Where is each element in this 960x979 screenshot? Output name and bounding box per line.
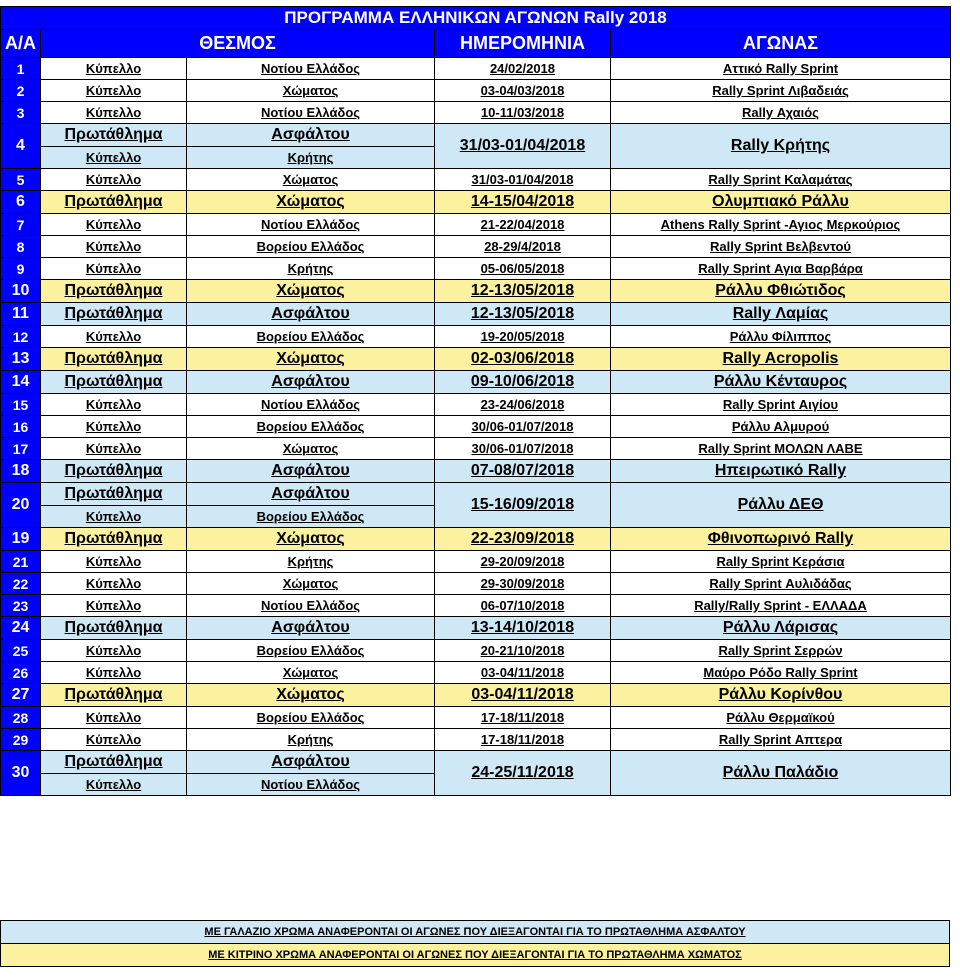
row-type: Κύπελλο <box>41 707 187 729</box>
row-category: Νοτίου Ελλάδος <box>187 58 435 80</box>
row-type: Κύπελλο <box>41 438 187 460</box>
row-date: 31/03-01/04/2018 <box>435 169 611 191</box>
table-row <box>1 438 951 460</box>
row-category: Χώματος <box>187 528 435 551</box>
schedule-table <box>0 6 951 796</box>
row-category: Ασφάλτου <box>187 303 435 326</box>
row-race: Rally Αχαιός <box>611 102 951 124</box>
row-race: Rally Sprint Απτερα <box>611 729 951 751</box>
row-race: Ράλλυ Παλάδιο <box>611 751 951 796</box>
row-number: 23 <box>1 595 41 617</box>
table-row <box>1 80 951 102</box>
row-category: Βορείου Ελλάδος <box>187 236 435 258</box>
row-category: Ασφάλτου <box>187 483 435 506</box>
row-race: Rally Sprint Βελβεντού <box>611 236 951 258</box>
row-type: Κύπελλο <box>41 640 187 662</box>
row-category-secondary: Κρήτης <box>187 147 435 169</box>
row-number: 18 <box>1 460 41 483</box>
row-race: Rally Sprint ΜΟΛΩΝ ΛΑΒΕ <box>611 438 951 460</box>
row-number: 20 <box>1 483 41 528</box>
row-race: Ηπειρωτικό Rally <box>611 460 951 483</box>
row-category-secondary: Νοτίου Ελλάδος <box>187 774 435 796</box>
table-row <box>1 124 951 147</box>
row-race: Rally/Rally Sprint - ΕΛΛΑΔΑ <box>611 595 951 617</box>
row-number: 28 <box>1 707 41 729</box>
row-type: Κύπελλο <box>41 258 187 280</box>
row-category: Χώματος <box>187 438 435 460</box>
row-type: Κύπελλο <box>41 58 187 80</box>
table-row <box>1 169 951 191</box>
color-legend <box>0 920 950 967</box>
row-category: Ασφάλτου <box>187 617 435 640</box>
row-race: Rally Sprint Κεράσια <box>611 551 951 573</box>
table-row <box>1 483 951 506</box>
row-category: Χώματος <box>187 280 435 303</box>
row-number: 14 <box>1 371 41 394</box>
row-type: Πρωτάθλημα <box>41 483 187 506</box>
table-row <box>1 729 951 751</box>
row-race: Rally Sprint Αυλιδάδας <box>611 573 951 595</box>
table-row <box>1 102 951 124</box>
table-row <box>1 528 951 551</box>
row-date: 12-13/05/2018 <box>435 303 611 326</box>
row-date: 15-16/09/2018 <box>435 483 611 528</box>
row-date: 24-25/11/2018 <box>435 751 611 796</box>
row-number: 19 <box>1 528 41 551</box>
row-category: Κρήτης <box>187 551 435 573</box>
row-number: 17 <box>1 438 41 460</box>
row-race: Ράλλυ Κένταυρος <box>611 371 951 394</box>
row-number: 3 <box>1 102 41 124</box>
table-row <box>1 551 951 573</box>
row-date: 06-07/10/2018 <box>435 595 611 617</box>
row-number: 9 <box>1 258 41 280</box>
table-row <box>1 662 951 684</box>
row-race: Ράλλυ Φίλιππος <box>611 326 951 348</box>
row-number: 7 <box>1 214 41 236</box>
row-date: 05-06/05/2018 <box>435 258 611 280</box>
row-number: 26 <box>1 662 41 684</box>
row-type: Κύπελλο <box>41 236 187 258</box>
row-number: 6 <box>1 191 41 214</box>
table-row <box>1 280 951 303</box>
row-date: 09-10/06/2018 <box>435 371 611 394</box>
row-category: Νοτίου Ελλάδος <box>187 102 435 124</box>
row-race: Ράλλυ Φθιώτιδος <box>611 280 951 303</box>
row-category: Κρήτης <box>187 258 435 280</box>
row-category: Χώματος <box>187 169 435 191</box>
row-type: Πρωτάθλημα <box>41 528 187 551</box>
row-date: 10-11/03/2018 <box>435 102 611 124</box>
col-header-aa: Α/Α <box>1 30 41 58</box>
row-race: Rally Sprint Λιβαδειάς <box>611 80 951 102</box>
table-row <box>1 394 951 416</box>
row-type: Πρωτάθλημα <box>41 617 187 640</box>
row-number: 30 <box>1 751 41 796</box>
row-type: Πρωτάθλημα <box>41 191 187 214</box>
row-race: Μαύρο Ρόδο Rally Sprint <box>611 662 951 684</box>
row-category: Χώματος <box>187 80 435 102</box>
row-date: 28-29/4/2018 <box>435 236 611 258</box>
row-date: 17-18/11/2018 <box>435 707 611 729</box>
row-date: 29-20/09/2018 <box>435 551 611 573</box>
row-type: Κύπελλο <box>41 394 187 416</box>
row-number: 29 <box>1 729 41 751</box>
row-date: 02-03/06/2018 <box>435 348 611 371</box>
row-type: Κύπελλο <box>41 729 187 751</box>
row-number: 24 <box>1 617 41 640</box>
table-row <box>1 258 951 280</box>
row-category: Χώματος <box>187 573 435 595</box>
row-type: Κύπελλο <box>41 573 187 595</box>
legend-asphalt: ΜΕ ΓΑΛΑΖΙΟ ΧΡΩΜΑ ΑΝΑΦΕΡΟΝΤΑΙ ΟΙ ΑΓΩΝΕΣ ΠΟΥ ΔΙΕΞΑΓΟΝΤΑΙ ΓΙΑ ΤΟ ΠΡΩΤΑΘΛΗΜΑ ΑΣΦΑΛΤΟΥ <box>1 921 950 944</box>
row-number: 1 <box>1 58 41 80</box>
row-number: 11 <box>1 303 41 326</box>
row-race: Rally Κρήτης <box>611 124 951 169</box>
table-row <box>1 214 951 236</box>
row-race: Ράλλυ ΔΕΘ <box>611 483 951 528</box>
row-type: Κύπελλο <box>41 214 187 236</box>
row-category: Βορείου Ελλάδος <box>187 416 435 438</box>
row-race: Ολυμπιακό Ράλλυ <box>611 191 951 214</box>
row-race: Αττικό Rally Sprint <box>611 58 951 80</box>
row-type: Κύπελλο <box>41 169 187 191</box>
row-number: 8 <box>1 236 41 258</box>
row-number: 10 <box>1 280 41 303</box>
row-category: Νοτίου Ελλάδος <box>187 214 435 236</box>
row-number: 2 <box>1 80 41 102</box>
row-category: Χώματος <box>187 684 435 707</box>
row-race: Rally Sprint Αγια Βαρβάρα <box>611 258 951 280</box>
row-race: Rally Sprint Σερρών <box>611 640 951 662</box>
row-number: 4 <box>1 124 41 169</box>
row-category: Βορείου Ελλάδος <box>187 640 435 662</box>
row-date: 03-04/11/2018 <box>435 684 611 707</box>
col-header-thesmos: ΘΕΣΜΟΣ <box>41 30 435 58</box>
row-date: 23-24/06/2018 <box>435 394 611 416</box>
row-category: Βορείου Ελλάδος <box>187 326 435 348</box>
row-type: Πρωτάθλημα <box>41 751 187 774</box>
row-date: 31/03-01/04/2018 <box>435 124 611 169</box>
row-race: Rally Acropolis <box>611 348 951 371</box>
table-row <box>1 751 951 774</box>
table-row <box>1 573 951 595</box>
table-row <box>1 595 951 617</box>
row-race: Rally Sprint Καλαμάτας <box>611 169 951 191</box>
legend-gravel: ΜΕ ΚΙΤΡΙΝΟ ΧΡΩΜΑ ΑΝΑΦΕΡΟΝΤΑΙ ΟΙ ΑΓΩΝΕΣ ΠΟΥ ΔΙΕΞΑΓΟΝΤΑΙ ΓΙΑ ΤΟ ΠΡΩΤΑΘΛΗΜΑ ΧΩΜΑΤΟΣ <box>1 944 950 967</box>
row-category: Ασφάλτου <box>187 124 435 147</box>
row-category: Χώματος <box>187 191 435 214</box>
row-number: 15 <box>1 394 41 416</box>
row-date: 19-20/05/2018 <box>435 326 611 348</box>
table-row <box>1 617 951 640</box>
row-race: Ράλλυ Λάρισας <box>611 617 951 640</box>
row-date: 24/02/2018 <box>435 58 611 80</box>
table-row <box>1 236 951 258</box>
row-type: Κύπελλο <box>41 80 187 102</box>
row-date: 14-15/04/2018 <box>435 191 611 214</box>
row-category: Χώματος <box>187 662 435 684</box>
row-date: 07-08/07/2018 <box>435 460 611 483</box>
row-race: Ράλλυ Κορίνθου <box>611 684 951 707</box>
row-date: 13-14/10/2018 <box>435 617 611 640</box>
schedule-rows <box>1 58 951 796</box>
row-type: Πρωτάθλημα <box>41 460 187 483</box>
row-race: Φθινοπωρινό Rally <box>611 528 951 551</box>
row-type: Πρωτάθλημα <box>41 303 187 326</box>
row-type: Κύπελλο <box>41 662 187 684</box>
table-row <box>1 326 951 348</box>
row-race: Ράλλυ Θερμαϊκού <box>611 707 951 729</box>
row-category: Ασφάλτου <box>187 751 435 774</box>
row-race: Rally Sprint Αιγίου <box>611 394 951 416</box>
row-category: Κρήτης <box>187 729 435 751</box>
row-category: Νοτίου Ελλάδος <box>187 595 435 617</box>
row-type: Πρωτάθλημα <box>41 124 187 147</box>
table-row <box>1 707 951 729</box>
row-date: 17-18/11/2018 <box>435 729 611 751</box>
table-row <box>1 416 951 438</box>
row-category: Ασφάλτου <box>187 371 435 394</box>
row-date: 12-13/05/2018 <box>435 280 611 303</box>
row-type: Κύπελλο <box>41 595 187 617</box>
row-type: Πρωτάθλημα <box>41 280 187 303</box>
row-number: 13 <box>1 348 41 371</box>
row-type-secondary: Κύπελλο <box>41 506 187 528</box>
row-number: 25 <box>1 640 41 662</box>
row-number: 22 <box>1 573 41 595</box>
row-number: 27 <box>1 684 41 707</box>
table-row <box>1 348 951 371</box>
row-type: Πρωτάθλημα <box>41 684 187 707</box>
row-race: Ράλλυ Αλμυρού <box>611 416 951 438</box>
row-type: Πρωτάθλημα <box>41 348 187 371</box>
sheet-title: ΠΡΟΓΡΑΜΜΑ ΕΛΛΗΝΙΚΩΝ ΑΓΩΝΩΝ Rally 2018 <box>1 7 951 30</box>
table-row <box>1 640 951 662</box>
row-date: 30/06-01/07/2018 <box>435 416 611 438</box>
row-type: Κύπελλο <box>41 102 187 124</box>
row-type: Κύπελλο <box>41 551 187 573</box>
row-date: 20-21/10/2018 <box>435 640 611 662</box>
table-row <box>1 303 951 326</box>
row-date: 21-22/04/2018 <box>435 214 611 236</box>
row-number: 5 <box>1 169 41 191</box>
row-type-secondary: Κύπελλο <box>41 147 187 169</box>
row-race: Athens Rally Sprint -Αγιος Μερκούριος <box>611 214 951 236</box>
table-row <box>1 460 951 483</box>
row-type-secondary: Κύπελλο <box>41 774 187 796</box>
row-date: 03-04/03/2018 <box>435 80 611 102</box>
row-number: 16 <box>1 416 41 438</box>
row-category: Βορείου Ελλάδος <box>187 707 435 729</box>
row-number: 21 <box>1 551 41 573</box>
table-row <box>1 191 951 214</box>
row-date: 30/06-01/07/2018 <box>435 438 611 460</box>
rally-schedule-sheet <box>0 6 950 796</box>
row-date: 29-30/09/2018 <box>435 573 611 595</box>
table-row <box>1 371 951 394</box>
row-category: Ασφάλτου <box>187 460 435 483</box>
row-category-secondary: Βορείου Ελλάδος <box>187 506 435 528</box>
row-date: 22-23/09/2018 <box>435 528 611 551</box>
row-category: Νοτίου Ελλάδος <box>187 394 435 416</box>
table-row <box>1 58 951 80</box>
row-date: 03-04/11/2018 <box>435 662 611 684</box>
table-row <box>1 684 951 707</box>
row-type: Πρωτάθλημα <box>41 371 187 394</box>
row-number: 12 <box>1 326 41 348</box>
col-header-agonas: ΑΓΩΝΑΣ <box>611 30 951 58</box>
row-type: Κύπελλο <box>41 326 187 348</box>
col-header-date: ΗΜΕΡΟΜΗΝΙΑ <box>435 30 611 58</box>
row-type: Κύπελλο <box>41 416 187 438</box>
row-category: Χώματος <box>187 348 435 371</box>
row-race: Rally Λαμίας <box>611 303 951 326</box>
